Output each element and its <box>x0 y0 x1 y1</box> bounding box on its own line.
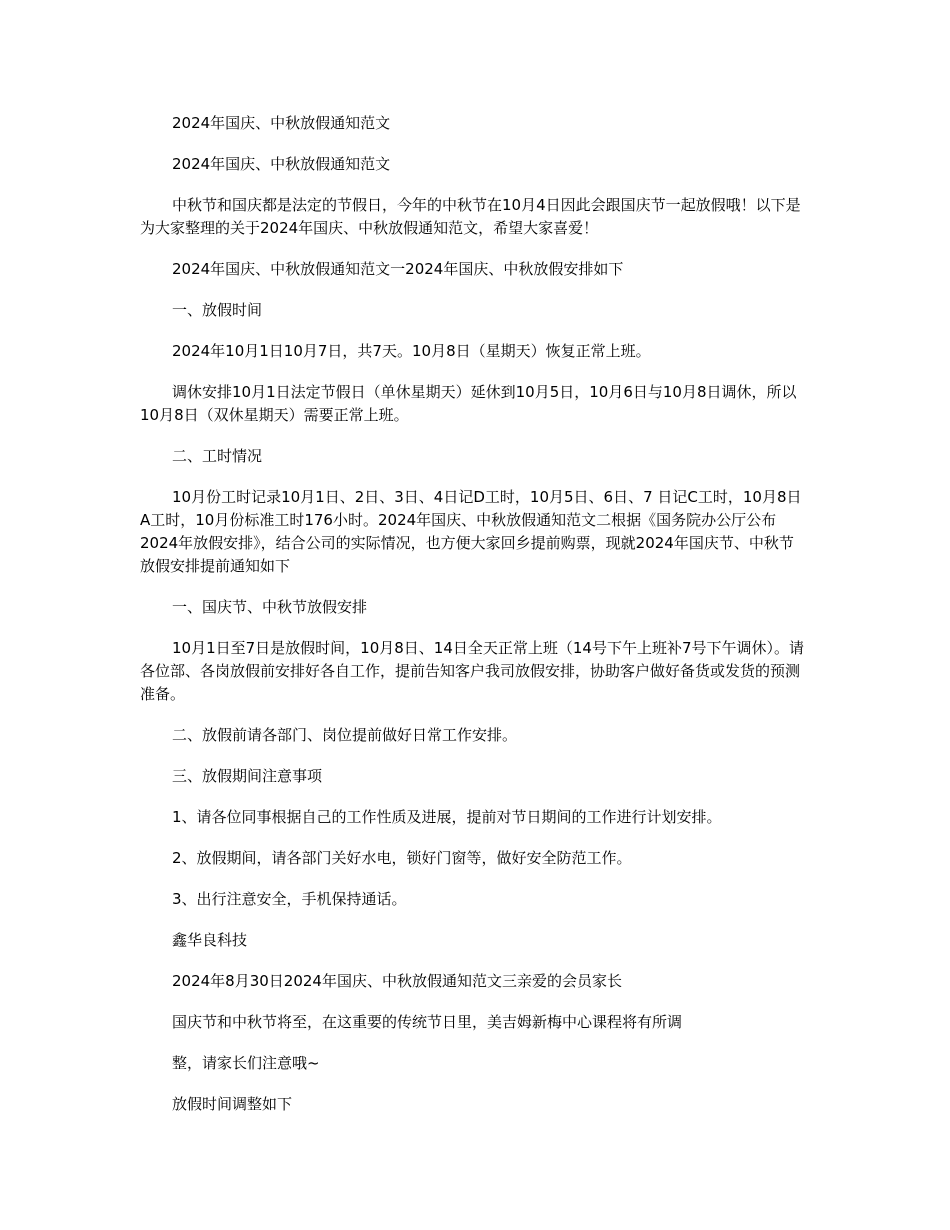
body-paragraph: 国庆节和中秋节将至，在这重要的传统节日里，美吉姆新梅中心课程将有所调 <box>172 1013 683 1031</box>
section-heading: 一、放假时间 <box>172 301 263 319</box>
list-item: 2、放假期间，请各部门关好水电，锁好门窗等，做好安全防范工作。 <box>172 849 632 867</box>
section-heading: 二、工时情况 <box>172 447 263 465</box>
body-paragraph: 整，请家长们注意哦~ <box>172 1054 320 1072</box>
signature-date: 2024年8月30日2024年国庆、中秋放假通知范文三亲爱的会员家长 <box>172 972 622 990</box>
intro-paragraph: 中秋节和国庆都是法定的节假日，今年的中秋节在10月4日因此会跟国庆节一起放假哦！以下是为大家整理的关于2024年国庆、中秋放假通知范文，希望大家喜爱！ <box>140 196 801 237</box>
list-item: 3、出行注意安全，手机保持通话。 <box>172 890 407 908</box>
doc-title: 2024年国庆、中秋放假通知范文 <box>172 114 391 132</box>
body-paragraph: 2024年10月1日10月7日，共7天。10月8日（星期天）恢复正常上班。 <box>172 342 651 360</box>
body-paragraph: 放假时间调整如下 <box>172 1095 293 1113</box>
section-heading: 2024年国庆、中秋放假通知范文一2024年国庆、中秋放假安排如下 <box>172 260 624 278</box>
body-paragraph: 10月1日至7日是放假时间，10月8日、14日全天正常上班（14号下午上班补7号下午调休）。请各位部、各岗放假前安排好各自工作，提前告知客户我司放假安排，协助客户做好备货或发货的预测准备。 <box>140 639 805 703</box>
section-heading: 一、国庆节、中秋节放假安排 <box>172 598 368 616</box>
body-paragraph: 调休安排10月1日法定节假日（单休星期天）延休到10月5日，10月6日与10月8日调休，所以10月8日（双休星期天）需要正常上班。 <box>140 383 797 424</box>
section-heading: 三、放假期间注意事项 <box>172 767 323 785</box>
section-heading: 二、放假前请各部门、岗位提前做好日常工作安排。 <box>172 726 518 744</box>
body-paragraph: 10月份工时记录10月1日、2日、3日、4日记D工时，10月5日、6日、7 日记C工时，10月8日A工时，10月份标准工时176小时。2024年国庆、中秋放假通知范文二根据《国务院办公厅公布2024年放假安排》，结合公司的实际情况，也方便大家回乡提前购票，现就2024年国庆节、中秋节放假安排提前通知如下 <box>140 488 802 575</box>
document-body <box>140 112 808 1134</box>
signature-company: 鑫华良科技 <box>172 931 248 949</box>
list-item: 1、请各位同事根据自己的工作性质及进展，提前对节日期间的工作进行计划安排。 <box>172 808 722 826</box>
doc-subtitle: 2024年国庆、中秋放假通知范文 <box>172 155 391 173</box>
